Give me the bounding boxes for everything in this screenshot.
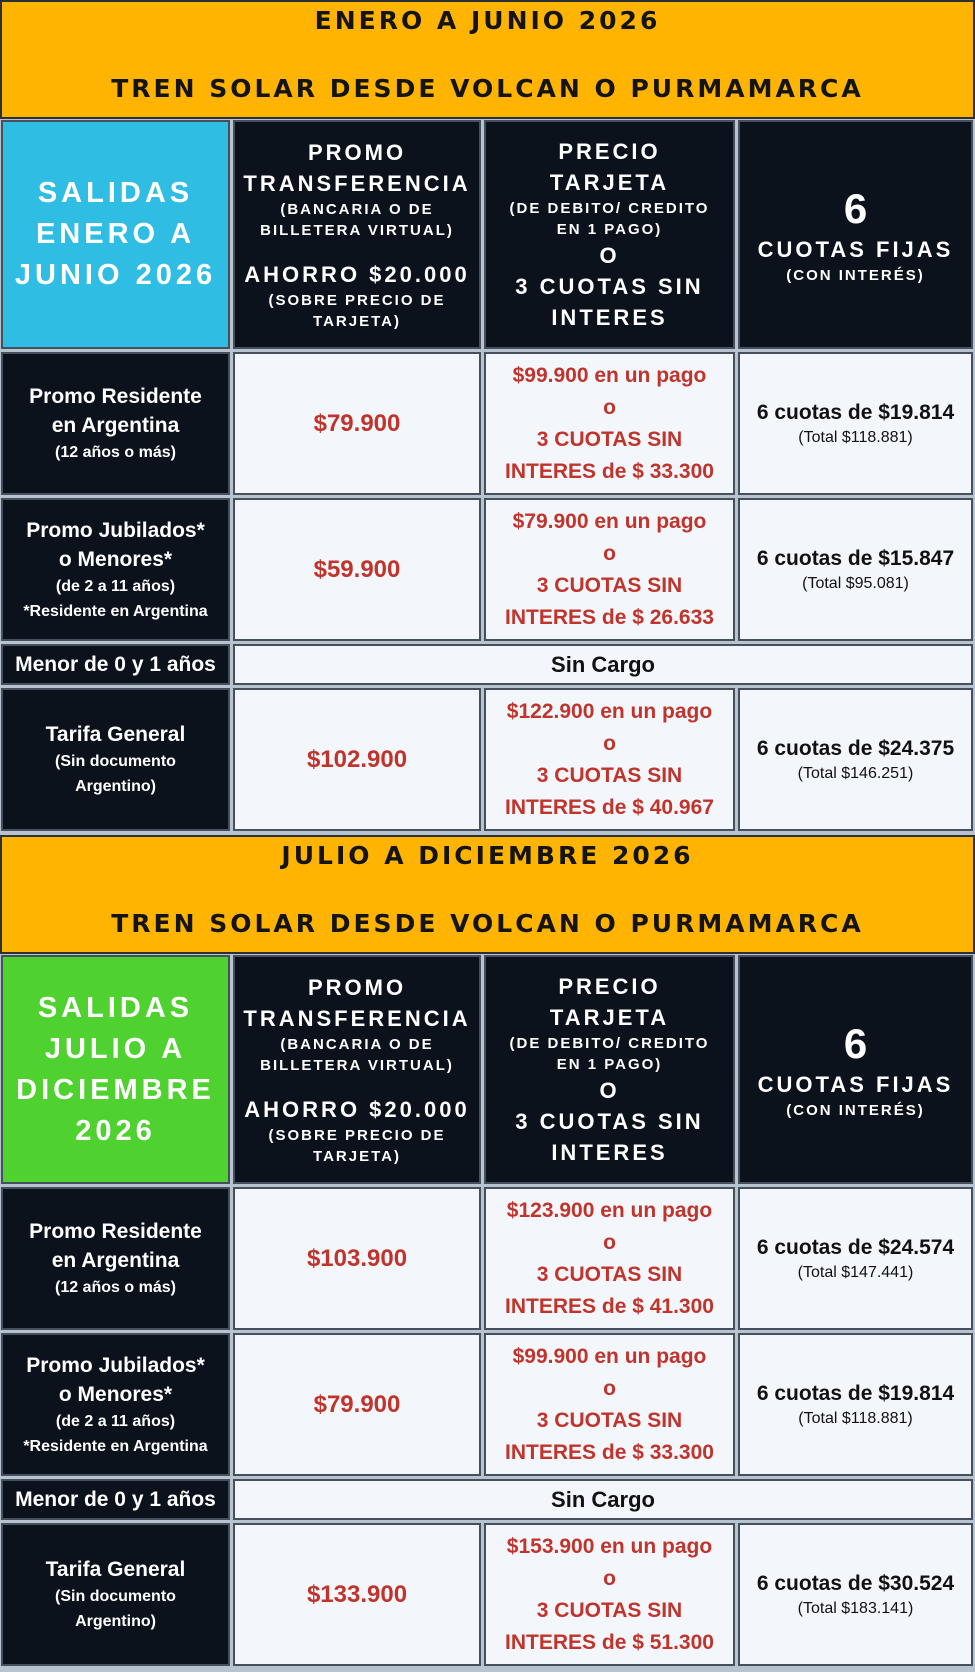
tarjeta-header-cuotas: INTERES <box>551 1140 668 1165</box>
period-banner <box>0 0 975 119</box>
tarjeta-header-title: PRECIO <box>558 139 661 164</box>
row-promo-jubilados-cuotas-cell <box>738 498 973 641</box>
promo-header-ahorro-sub: TARJETA) <box>313 313 401 330</box>
row-promo-jubilados-cuotas-total: (Total $95.081) <box>802 574 909 592</box>
row-tarifa-general-tarjeta-line: o <box>603 1566 616 1590</box>
precio-tarjeta-header <box>484 955 735 1184</box>
row-menor-label-cell <box>1 1479 230 1520</box>
salidas-title-line: 2026 <box>75 1114 156 1147</box>
row-promo-residente-tarjeta-line: o <box>603 395 616 419</box>
tarjeta-header-cuotas: 3 CUOTAS SIN <box>515 274 704 299</box>
row-tarifa-general-tarjeta-cell <box>484 688 735 831</box>
row-promo-jubilados-cuotas-total: (Total $118.881) <box>798 1409 913 1427</box>
row-promo-residente-tarjeta-cell <box>484 352 735 495</box>
row-promo-residente-label: en Argentina <box>51 1249 180 1272</box>
promo-header-title: PROMO <box>307 975 407 1000</box>
row-menor-value: Sin Cargo <box>551 1486 655 1512</box>
row-tarifa-general-tarjeta-line: INTERES de $ 40.967 <box>505 795 714 819</box>
row-tarifa-general-sublabel: Argentino) <box>75 1613 156 1630</box>
row-promo-jubilados-cuotas-cell <box>738 1333 973 1476</box>
promo-header-ahorro-sub: TARJETA) <box>313 1148 401 1165</box>
promo-header-sub: BILLETERA VIRTUAL) <box>260 1057 454 1074</box>
cuotas-header-sub: (CON INTERÉS) <box>786 266 925 284</box>
promo-header-title: TRANSFERENCIA <box>243 1006 471 1031</box>
row-menor-label: Menor de 0 y 1 años <box>15 653 216 676</box>
row-tarifa-general-cuotas-cell <box>738 1523 973 1666</box>
row-promo-jubilados-label: Promo Jubilados* <box>26 518 205 542</box>
row-promo-residente-cuotas-total: (Total $147.441) <box>797 1263 914 1281</box>
row-tarifa-general-label: Tarifa General <box>45 723 186 746</box>
row-tarifa-general-sublabel: (Sin documento <box>55 753 176 770</box>
salidas-header-cell <box>1 120 230 349</box>
row-tarifa-general-cuotas-cell <box>738 688 973 831</box>
tarjeta-header-title: TARJETA <box>549 170 670 195</box>
salidas-title-line: SALIDAS <box>37 991 194 1024</box>
row-promo-jubilados-tarjeta-cell <box>484 498 735 641</box>
row-promo-residente-sublabel: (12 años o más) <box>55 1279 176 1296</box>
row-promo-jubilados-sublabel: *Residente en Argentina <box>23 602 208 620</box>
row-tarifa-general-cuotas-value: 6 cuotas de $24.375 <box>756 736 955 760</box>
banner-period-title: JULIO A DICIEMBRE 2026 <box>281 841 694 870</box>
tarjeta-header-sub: EN 1 PAGO) <box>556 1056 663 1073</box>
row-promo-residente-promo-cell <box>233 352 481 495</box>
row-menor-value-cell <box>233 1479 973 1520</box>
row-promo-residente-sublabel: (12 años o más) <box>55 444 176 461</box>
row-promo-jubilados-tarjeta-line: 3 CUOTAS SIN <box>536 573 683 597</box>
row-tarifa-general-tarjeta-line: 3 CUOTAS SIN <box>536 1598 683 1622</box>
tarjeta-header-sub: EN 1 PAGO) <box>556 221 663 238</box>
promo-header-ahorro: AHORRO $20.000 <box>244 262 470 287</box>
promo-header-title: TRANSFERENCIA <box>243 171 471 196</box>
row-promo-jubilados-tarjeta-line: $99.900 en un pago <box>512 1344 707 1368</box>
row-promo-residente-label: Promo Residente <box>29 1220 202 1243</box>
row-promo-residente-tarjeta-line: $99.900 en un pago <box>512 363 707 387</box>
salidas-title-line: JUNIO 2026 <box>14 259 217 291</box>
salidas-title-line: SALIDAS <box>37 177 194 209</box>
row-promo-jubilados-tarjeta-line: $79.900 en un pago <box>512 509 707 533</box>
row-promo-jubilados-promo-price: $59.900 <box>313 555 401 583</box>
row-promo-jubilados-sublabel: (de 2 a 11 años) <box>55 577 176 595</box>
row-promo-residente-tarjeta-cell <box>484 1187 735 1330</box>
row-tarifa-general-sublabel: Argentino) <box>75 778 156 795</box>
promo-header-title: PROMO <box>307 140 407 165</box>
tarjeta-header-sub: (DE DEBITO/ CREDITO <box>509 1035 710 1052</box>
salidas-title-line: JULIO A <box>44 1032 187 1065</box>
row-tarifa-general-cuotas-total: (Total $146.251) <box>797 764 914 782</box>
row-menor-label-cell <box>1 644 230 685</box>
banner-period-title: ENERO A JUNIO 2026 <box>314 6 661 35</box>
row-menor-label: Menor de 0 y 1 años <box>15 1488 216 1511</box>
row-promo-jubilados-promo-cell <box>233 498 481 641</box>
promo-header-ahorro-sub: (SOBRE PRECIO DE <box>268 1127 446 1144</box>
promo-header-sub: (BANCARIA O DE <box>280 1036 434 1053</box>
row-promo-jubilados-label-cell <box>1 498 230 641</box>
precio-tarjeta-header <box>484 120 735 349</box>
banner-route-title: TREN SOLAR DESDE VOLCAN O PURMAMARCA <box>111 909 864 938</box>
row-menor-value-cell <box>233 644 973 685</box>
row-tarifa-general-label-cell <box>1 1523 230 1666</box>
row-promo-jubilados-promo-price: $79.900 <box>313 1390 401 1418</box>
salidas-header-cell <box>1 955 230 1184</box>
promo-transferencia-header <box>233 955 481 1184</box>
promo-header-ahorro: AHORRO $20.000 <box>244 1097 470 1122</box>
promo-header-sub: BILLETERA VIRTUAL) <box>260 222 454 239</box>
row-promo-jubilados-tarjeta-line: INTERES de $ 26.633 <box>505 605 714 629</box>
row-tarifa-general-sublabel: (Sin documento <box>55 1588 176 1605</box>
row-tarifa-general-promo-cell <box>233 1523 481 1666</box>
tarjeta-header-cuotas: 3 CUOTAS SIN <box>515 1109 704 1134</box>
row-tarifa-general-tarjeta-line: $122.900 en un pago <box>506 699 713 723</box>
row-promo-residente-label: en Argentina <box>51 414 180 437</box>
row-tarifa-general-label-cell <box>1 688 230 831</box>
row-tarifa-general-cuotas-value: 6 cuotas de $30.524 <box>756 1571 955 1595</box>
row-promo-jubilados-tarjeta-line: o <box>603 1376 616 1400</box>
row-promo-residente-tarjeta-line: $123.900 en un pago <box>506 1198 713 1222</box>
row-promo-residente-promo-price: $79.900 <box>313 409 401 437</box>
row-promo-residente-label-cell <box>1 1187 230 1330</box>
cuotas-fijas-header <box>738 955 973 1184</box>
salidas-title-line: ENERO A <box>35 218 196 250</box>
cuotas-fijas-header <box>738 120 973 349</box>
row-promo-residente-tarjeta-line: o <box>603 1230 616 1254</box>
period-banner <box>0 835 975 954</box>
row-promo-residente-tarjeta-line: 3 CUOTAS SIN <box>536 427 683 451</box>
banner-route-title: TREN SOLAR DESDE VOLCAN O PURMAMARCA <box>111 74 864 103</box>
tarjeta-header-title: PRECIO <box>558 974 661 999</box>
row-promo-jubilados-promo-cell <box>233 1333 481 1476</box>
row-promo-jubilados-sublabel: *Residente en Argentina <box>23 1437 208 1455</box>
promo-header-ahorro-sub: (SOBRE PRECIO DE <box>268 292 446 309</box>
cuotas-header-title: CUOTAS FIJAS <box>757 236 954 262</box>
row-tarifa-general-cuotas-total: (Total $183.141) <box>797 1599 914 1617</box>
cuotas-header-number: 6 <box>843 1019 868 1067</box>
row-promo-jubilados-tarjeta-line: o <box>603 541 616 565</box>
tarjeta-header-title: TARJETA <box>549 1005 670 1030</box>
row-menor-value: Sin Cargo <box>551 651 655 677</box>
row-promo-residente-tarjeta-line: INTERES de $ 33.300 <box>505 459 714 483</box>
row-tarifa-general-tarjeta-line: o <box>603 731 616 755</box>
row-promo-residente-promo-cell <box>233 1187 481 1330</box>
row-tarifa-general-tarjeta-line: INTERES de $ 51.300 <box>505 1630 714 1654</box>
row-tarifa-general-promo-cell <box>233 688 481 831</box>
row-promo-residente-tarjeta-line: 3 CUOTAS SIN <box>536 1262 683 1286</box>
row-tarifa-general-tarjeta-cell <box>484 1523 735 1666</box>
row-tarifa-general-promo-price: $133.900 <box>306 1580 408 1608</box>
row-promo-residente-promo-price: $103.900 <box>306 1244 408 1272</box>
row-promo-jubilados-cuotas-value: 6 cuotas de $19.814 <box>756 1381 955 1405</box>
row-promo-residente-tarjeta-line: INTERES de $ 41.300 <box>505 1294 714 1318</box>
row-promo-residente-cuotas-total: (Total $118.881) <box>798 428 913 446</box>
cuotas-header-number: 6 <box>843 184 868 232</box>
row-promo-residente-label-cell <box>1 352 230 495</box>
row-promo-residente-cuotas-value: 6 cuotas de $19.814 <box>756 400 955 424</box>
row-promo-jubilados-label: Promo Jubilados* <box>26 1353 205 1377</box>
row-promo-jubilados-cuotas-value: 6 cuotas de $15.847 <box>756 546 955 570</box>
row-tarifa-general-promo-price: $102.900 <box>306 745 408 773</box>
row-promo-jubilados-label: o Menores* <box>58 1382 173 1406</box>
row-promo-residente-cuotas-cell <box>738 352 973 495</box>
row-promo-jubilados-sublabel: (de 2 a 11 años) <box>55 1412 176 1430</box>
salidas-title-line: DICIEMBRE <box>16 1073 215 1106</box>
tarjeta-header-sub: (DE DEBITO/ CREDITO <box>509 200 710 217</box>
row-tarifa-general-label: Tarifa General <box>45 1558 186 1581</box>
row-promo-jubilados-tarjeta-line: INTERES de $ 33.300 <box>505 1440 714 1464</box>
row-promo-jubilados-label-cell <box>1 1333 230 1476</box>
row-promo-jubilados-label: o Menores* <box>58 547 173 571</box>
promo-header-sub: (BANCARIA O DE <box>280 201 434 218</box>
row-promo-residente-cuotas-value: 6 cuotas de $24.574 <box>756 1235 955 1259</box>
row-promo-residente-label: Promo Residente <box>29 385 202 408</box>
tarjeta-header-cuotas: INTERES <box>551 305 668 330</box>
tarjeta-header-o: O <box>599 1078 620 1103</box>
tarjeta-header-o: O <box>599 243 620 268</box>
row-promo-residente-cuotas-cell <box>738 1187 973 1330</box>
promo-transferencia-header <box>233 120 481 349</box>
row-promo-jubilados-tarjeta-cell <box>484 1333 735 1476</box>
row-tarifa-general-tarjeta-line: 3 CUOTAS SIN <box>536 763 683 787</box>
row-tarifa-general-tarjeta-line: $153.900 en un pago <box>506 1534 713 1558</box>
row-promo-jubilados-tarjeta-line: 3 CUOTAS SIN <box>536 1408 683 1432</box>
cuotas-header-sub: (CON INTERÉS) <box>786 1101 925 1119</box>
cuotas-header-title: CUOTAS FIJAS <box>757 1071 954 1097</box>
